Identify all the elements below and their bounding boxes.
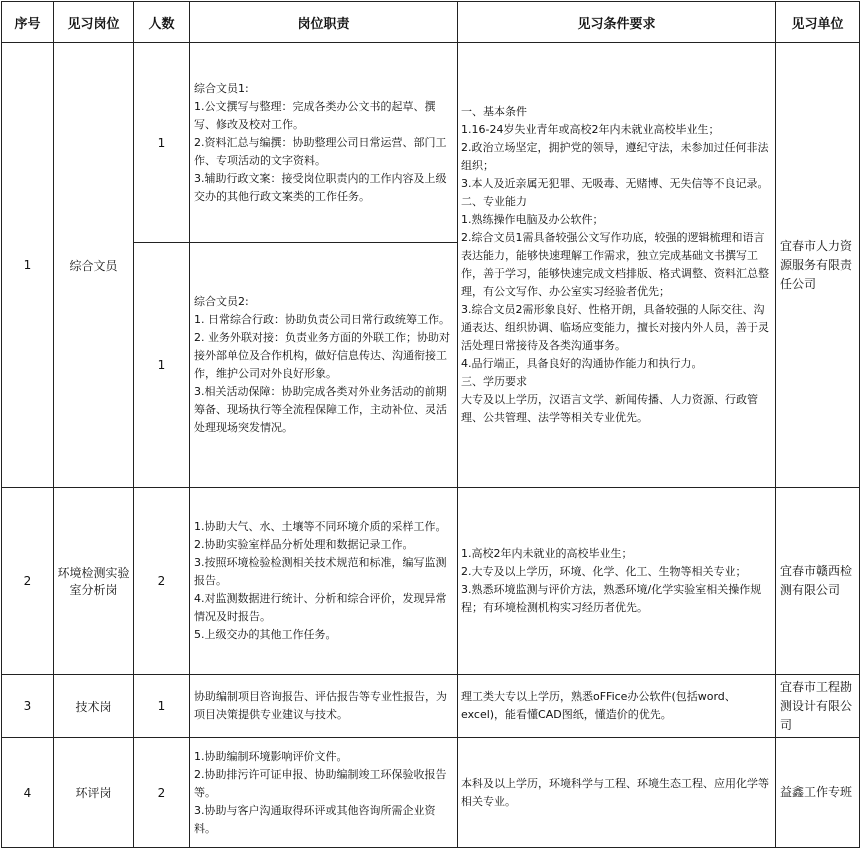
duty-item: 1.协助编制环境影响评价文件。: [194, 749, 348, 763]
position-name: 环境检测实验室分析岗: [54, 488, 134, 675]
internship-table: [1, 1, 860, 848]
header-no: 序号: [2, 2, 54, 43]
row-number: 2: [2, 488, 54, 675]
table-row: [2, 675, 860, 738]
requirement-item: 3.熟悉环境监测与评价方法，熟悉环境/化学实验室相关操作规程；有环境检测机构实习经历者优先。: [461, 583, 762, 614]
row-number: 4: [2, 738, 54, 848]
requirement-item: 一、基本条件: [461, 105, 527, 118]
requirement-item: 2.综合文员1需具备较强公文写作功底，较强的逻辑梳理和语言表达能力，能够快速理解工作需求，独立完成基础文书撰写工作，善于学习，能够快速完成文档排版、格式调整、资料汇总整理，有公文写作、办公室实习经验者优先；: [461, 231, 769, 298]
duty-item: 3.协助与客户沟通取得环评或其他咨询所需企业资料。: [194, 803, 436, 835]
duty-title: 综合文员2:: [194, 295, 249, 308]
duty-item: 1.公文撰写与整理：完成各类办公文书的起草、撰写、修改及校对工作。: [194, 99, 436, 131]
header-count: 人数: [134, 2, 190, 43]
table-row: [2, 488, 860, 675]
duty-cell: [190, 43, 458, 243]
requirement-item: 2.政治立场坚定，拥护党的领导，遵纪守法，未参加过任何非法组织；: [461, 141, 769, 172]
header-row: [2, 2, 860, 43]
requirement-item: 1.熟练操作电脑及办公软件；: [461, 213, 604, 226]
duty-item: 1.协助大气、水、土壤等不同环境介质的采样工作。: [194, 520, 447, 533]
header-position: 见习岗位: [54, 2, 134, 43]
requirement-item: 2.大专及以上学历，环境、化学、化工、生物等相关专业；: [461, 565, 747, 578]
duty-cell: [190, 488, 458, 675]
requirement-item: 本科及以上学历，环境科学与工程、环境生态工程、应用化学等相关专业。: [461, 776, 769, 808]
headcount: 2: [134, 488, 190, 675]
duty-item: 4.对监测数据进行统计、分析和综合评价，发现异常情况及时报告。: [194, 592, 447, 623]
requirement-cell: [458, 738, 776, 848]
duty-item: 3.辅助行政文案：接受岗位职责内的工作内容及上级交办的其他行政文案类的工作任务。: [194, 171, 447, 203]
company-name: 宜春市赣西检测有限公司: [776, 488, 860, 675]
headcount: 2: [134, 738, 190, 848]
requirement-cell: [458, 43, 776, 488]
duty-item: 5.上级交办的其他工作任务。: [194, 628, 337, 641]
duty-item: 2.资料汇总与编撰：协助整理公司日常运营、部门工作、专项活动的文字资料。: [194, 135, 447, 167]
headcount: 1: [134, 675, 190, 738]
duty-item: 2. 业务外联对接：负责业务方面的外联工作；协助对接外部单位及合作机构，做好信息传达、沟通衔接工作，维护公司对外良好形象。: [194, 331, 450, 380]
row-number: 3: [2, 675, 54, 738]
table-row: [2, 43, 860, 243]
headcount: 1: [134, 243, 190, 488]
header-duties: 岗位职责: [190, 2, 458, 43]
company-name: 益鑫工作专班: [776, 738, 860, 848]
requirement-item: 4.品行端正，具备良好的沟通协作能力和执行力。: [461, 357, 703, 370]
duty-item: 3.按照环境检验检测相关技术规范和标准，编写监测报告。: [194, 556, 447, 587]
duty-cell: [190, 675, 458, 738]
position-name: 技术岗: [54, 675, 134, 738]
requirement-item: 二、专业能力: [461, 195, 527, 208]
requirement-item: 1.高校2年内未就业的高校毕业生；: [461, 547, 633, 560]
row-number: 1: [2, 43, 54, 488]
requirement-item: 1.16-24岁失业青年或高校2年内未就业高校毕业生；: [461, 123, 720, 136]
duty-item: 协助编制项目咨询报告、评估报告等专业性报告，为项目决策提供专业建议与技术。: [194, 690, 447, 721]
header-unit: 见习单位: [776, 2, 860, 43]
requirement-item: 三、学历要求: [461, 375, 527, 388]
company-name: 宜春市工程勘测设计有限公司: [776, 675, 860, 738]
requirement-item: 3.综合文员2需形象良好、性格开朗，具备较强的人际交往、沟通表达、组织协调、临场应变能力，擅长对接内外人员，善于灵活处理日常接待及各类沟通事务。: [461, 303, 769, 352]
duty-title: 综合文员1:: [194, 81, 249, 95]
requirement-item: 理工类大专以上学历，熟悉oFFice办公软件(包括word、excel)，能看懂CAD图纸，懂造价的优先。: [461, 690, 736, 721]
position-name: 环评岗: [54, 738, 134, 848]
duty-cell: [190, 738, 458, 848]
requirement-cell: [458, 488, 776, 675]
duty-item: 2.协助实验室样品分析处理和数据记录工作。: [194, 538, 414, 551]
position-name: 综合文员: [54, 43, 134, 488]
duty-cell: [190, 243, 458, 488]
company-name: 宜春市人力资源服务有限责任公司: [776, 43, 860, 488]
duty-item: 1. 日常综合行政：协助负责公司日常行政统筹工作。: [194, 313, 450, 326]
header-requirements: 见习条件要求: [458, 2, 776, 43]
requirement-item: 3.本人及近亲属无犯罪、无吸毒、无赌博、无失信等不良记录。: [461, 177, 769, 190]
table-row: [2, 738, 860, 848]
duty-item: 3.相关活动保障：协助完成各类对外业务活动的前期筹备、现场执行等全流程保障工作，主动补位、灵活处理现场突发情况。: [194, 385, 447, 434]
requirement-cell: [458, 675, 776, 738]
duty-item: 2.协助排污许可证申报、协助编制竣工环保验收报告等。: [194, 767, 447, 799]
headcount: 1: [134, 43, 190, 243]
requirement-item: 大专及以上学历，汉语言文学、新闻传播、人力资源、行政管理、公共管理、法学等相关专业优先。: [461, 393, 758, 424]
